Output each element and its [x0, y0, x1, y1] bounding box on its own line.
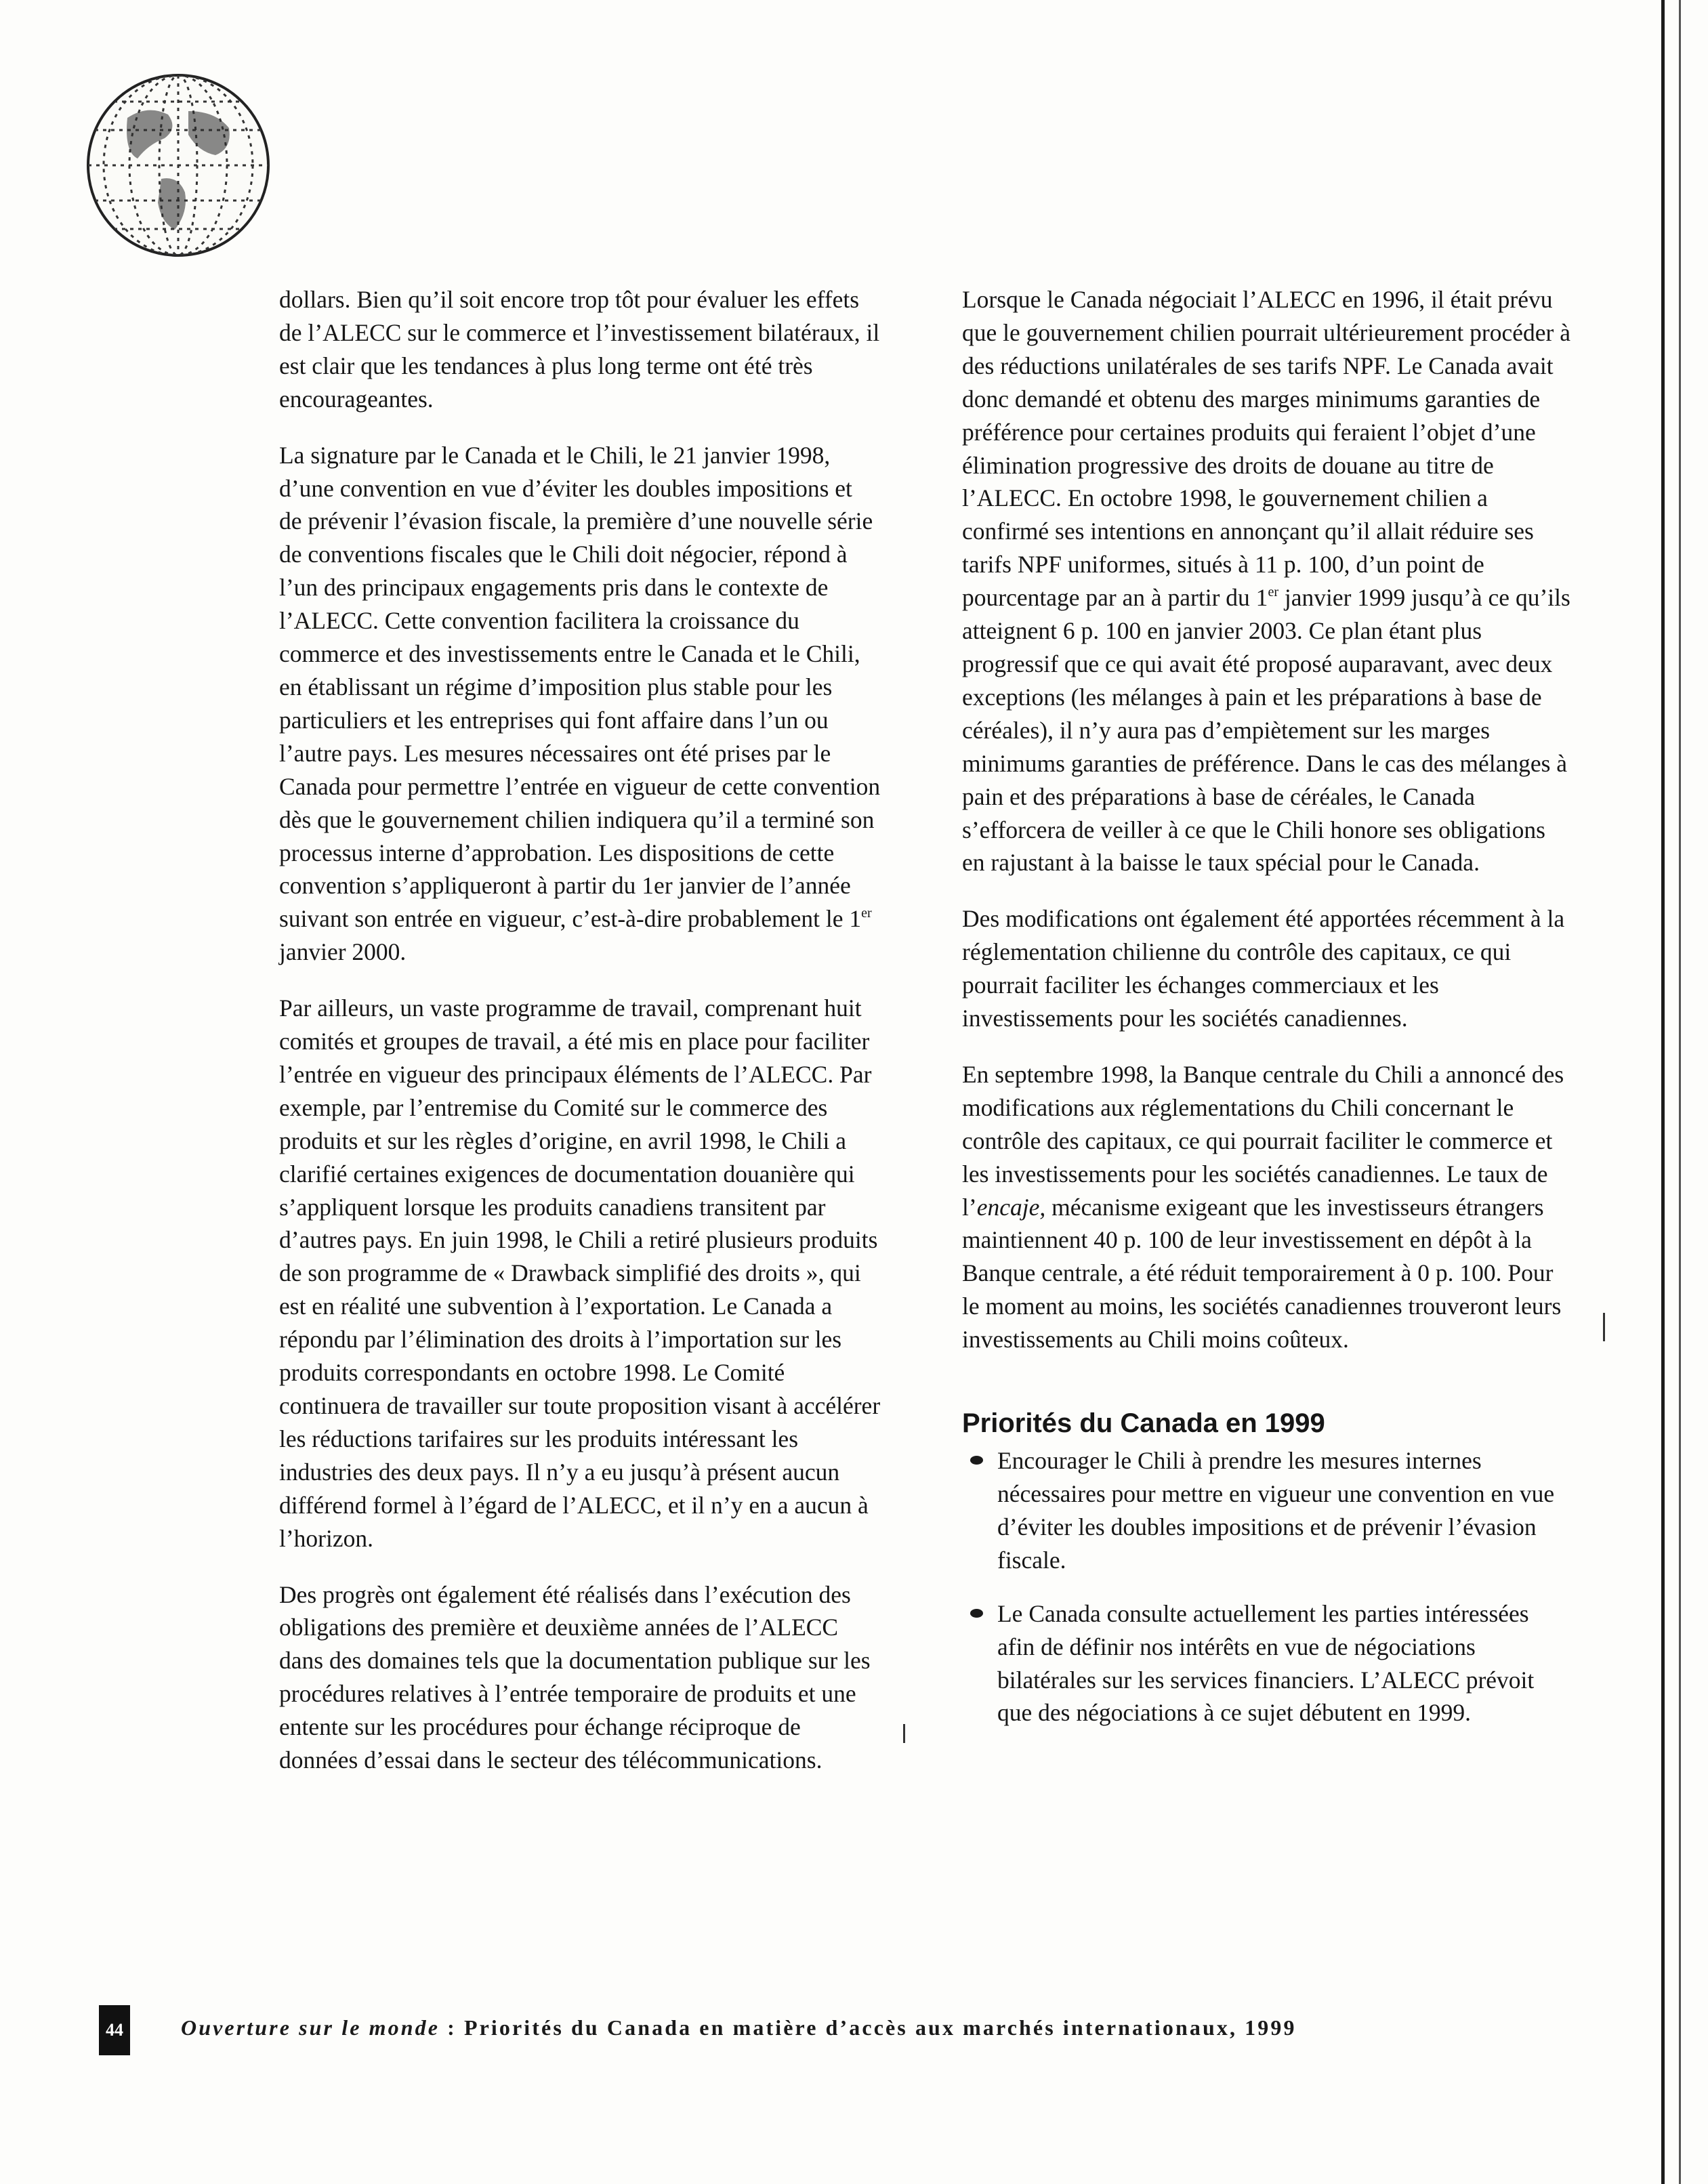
running-title [181, 2015, 1297, 2040]
paragraph: dollars. Bien qu’il soit encore trop tôt pour évaluer les effets de l’ALECC sur le commerce et l’investissement bilatéraux, il est clair que les tendances à plus long terme ont été très encourageantes. [279, 286, 880, 413]
list-item [962, 1444, 1572, 1577]
list-item-text: Encourager le Chili à prendre les mesures internes nécessaires pour mettre en vigueur une convention en vue d’éviter les doubles impositions et de prévenir l’évasion fiscale. [997, 1447, 1555, 1574]
page-number: 44 [99, 2005, 130, 2055]
paragraph-tax-convention [279, 439, 881, 969]
ordinal-superscript: er [861, 906, 872, 921]
paragraph-text: mécanisme exigeant que les investisseurs étrangers maintiennent 40 p. 100 de leur investissement en dépôt à la Banque centrale, a été réduit temporairement à 0 p. 100. Pour le moment au moins, les sociétés canadiennes trouveront leurs investissements au Chili moins coûteux. [962, 1193, 1562, 1353]
scan-edge-line [1679, 0, 1681, 2184]
paragraph-text: janvier 2000. [279, 938, 407, 966]
globe-icon [80, 70, 276, 260]
paragraph: Des modifications ont également été apportées récemment à la réglementation chilienne du contrôle des capitaux, ce qui pourrait faciliter les échanges commerciaux et les investissements pour les sociétés canadiennes. [962, 905, 1565, 1032]
left-column [279, 283, 881, 1800]
paragraph-text: Lorsque le Canada négociait l’ALECC en 1996, il était prévu que le gouvernement chilien pourrait ultérieurement procéder à des réductions unilatérales de ses tarifs NPF. Le Canada avait donc demandé et obtenu des marges minimums garanties de préférence pour certaines produits qui feraient l’objet d’une élimination progressive des droits de douane au titre de l’ALECC. En octobre 1998, le gouvernement chilien a confirmé ses intentions en annonçant qu’il allait réduire ses tarifs NPF uniformes, situés à 11 p. 100, d’un point de pourcentage par an à partir du 1 [962, 286, 1570, 612]
paragraph-npf-tariffs [962, 283, 1572, 879]
paragraph-text: En septembre 1998, la Banque centrale du Chili a annoncé des modifications aux réglementations du Chili concernant le contrôle des capitaux, ce qui pourrait faciliter le commerce et les investissements pour les sociétés canadiennes. Le taux de l’ [962, 1060, 1564, 1221]
italic-term: encaje, [976, 1193, 1046, 1221]
scan-margin-mark [1603, 1313, 1605, 1341]
paragraph-text: La signature par le Canada et le Chili, le 21 janvier 1998, d’une convention en vue d’éviter les doubles impositions et de prévenir l’évasion fiscale, la première d’une nouvelle série de conventions fiscales que le Chili doit négocier, répond à l’un des principaux engagements pris dans le contexte de l’ALECC. Cette convention facilitera la croissance du commerce et des investissements entre le Canada et le Chili, en établissant un régime d’imposition plus stable pour les particuliers et les entreprises qui font affaire dans l’un ou l’autre pays. Les mesures nécessaires ont été prises par le Canada pour permettre l’entrée en vigueur de cette convention dès que le gouvernement chilien indiquera qu’il a terminé son processus interne d’approbation. Les dispositions de cette convention s’appliqueront à partir du 1er janvier de l’année suivant son entrée en vigueur, c’est-à-dire probablement le 1 [279, 441, 881, 933]
paragraph: Des progrès ont également été réalisés dans l’exécution des obligations des première et deuxième années de l’ALECC dans des domaines tels que la documentation publique sur les procédures relatives à l’entrée temporaire de produits et une entente sur les procédures pour échange réciproque de données d’essai dans le secteur des télécommunications. [279, 1580, 871, 1774]
bullet-icon [970, 1456, 983, 1465]
scan-edge-line [1661, 0, 1665, 2184]
paragraph: Par ailleurs, un vaste programme de travail, comprenant huit comités et groupes de travail, a été mis en place pour faciliter l’entrée en vigueur des principaux éléments de l’ALECC. Par exemple, par l’entremise du Comité sur le commerce des produits et sur les règles d’origine, en avril 1998, le Chili a clarifié certaines exigences de documentation douanière qui s’appliquent lorsque les produits canadiens transitent par d’autres pays. En juin 1998, le Chili a retiré plusieurs produits de son programme de « Drawback simplifié des droits », qui est en réalité une subvention à l’exportation. Le Canada a répondu par l’élimination des droits à l’importation sur les produits correspondants en octobre 1998. Le Comité continuera de travailler sur toute proposition visant à accélérer les réductions tarifaires sur les produits intéressant les industries des deux pays. Il n’y a eu jusqu’à présent aucun différend formel à l’égard de l’ALECC, et il n’y en a aucun à l’horizon. [279, 994, 881, 1552]
running-title-text: : Priorités du Canada en matière d’accès aux marchés internationaux, 1999 [440, 2015, 1297, 2040]
bullet-icon [970, 1609, 983, 1618]
paragraph-text: janvier 1999 jusqu’à ce qu’ils atteignent 6 p. 100 en janvier 2003. Ce plan étant plus progressif que ce qui avait été proposé auparavant, avec deux exceptions (les mélanges à pain et les préparations à base de céréales), il n’y aura pas d’empiètement sur les marges minimums garanties de préférence. Dans le cas des mélanges à pain et des préparations à base de céréales, le Canada s’efforcera de veiller à ce que le Chili honore ses obligations en rajustant à la baisse le taux spécial pour le Canada. [962, 584, 1570, 877]
ordinal-superscript: er [1268, 585, 1278, 600]
right-column [962, 283, 1572, 1750]
paragraph-encaje [962, 1058, 1572, 1356]
running-title-italic: Ouverture sur le monde [181, 2015, 440, 2040]
priorities-list [962, 1444, 1572, 1729]
section-heading: Priorités du Canada en 1999 [962, 1408, 1325, 1439]
scan-margin-mark [903, 1724, 905, 1743]
list-item-text: Le Canada consulte actuellement les parties intéressées afin de définir nos intérêts en vue de négociations bilatérales sur les services financiers. L’ALECC prévoit que des négociations à ce sujet débutent en 1999. [997, 1599, 1535, 1727]
list-item [962, 1597, 1572, 1730]
